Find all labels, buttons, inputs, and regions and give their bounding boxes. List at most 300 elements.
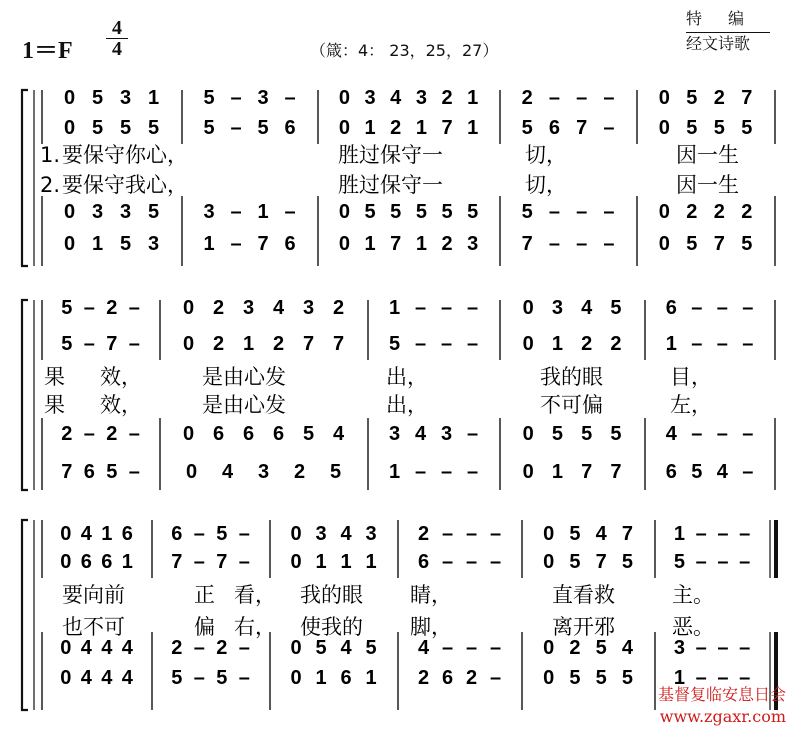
note: 2 bbox=[521, 87, 533, 109]
note: – bbox=[193, 637, 205, 659]
note: 4 bbox=[581, 297, 593, 319]
note: 4 bbox=[101, 667, 113, 689]
note: 1 bbox=[364, 233, 376, 255]
note: 2 bbox=[441, 233, 453, 255]
note: 7 bbox=[216, 551, 228, 573]
note: 1 bbox=[364, 117, 376, 139]
note: 2 bbox=[741, 201, 753, 223]
note: 1 bbox=[673, 667, 685, 689]
note: – bbox=[739, 637, 751, 659]
note: – bbox=[576, 87, 588, 109]
lyric: 离开邪 bbox=[552, 615, 615, 639]
note: – bbox=[284, 201, 296, 223]
note: 2 bbox=[106, 423, 118, 445]
note: 5 bbox=[621, 667, 633, 689]
watermark bbox=[658, 684, 786, 728]
note: 5 bbox=[569, 551, 581, 573]
note: 5 bbox=[581, 423, 593, 445]
note: 0 bbox=[183, 333, 195, 355]
note: – bbox=[467, 297, 479, 319]
note: 4 bbox=[222, 461, 234, 483]
note: – bbox=[441, 333, 453, 355]
lyric: 果 bbox=[44, 365, 65, 389]
note: 0 bbox=[183, 297, 195, 319]
note: 2 bbox=[418, 667, 430, 689]
note: 2 bbox=[333, 297, 345, 319]
note: – bbox=[128, 461, 140, 483]
watermark-line-2: www.zgaxr.com bbox=[659, 707, 786, 726]
lyric: 要向前 bbox=[62, 583, 125, 607]
note: 3 bbox=[120, 201, 132, 223]
note: 2 bbox=[713, 201, 725, 223]
note: 5 bbox=[120, 233, 132, 255]
lyric: 睛， bbox=[410, 583, 452, 607]
note: 5 bbox=[315, 637, 327, 659]
note: 4 bbox=[340, 637, 352, 659]
lyric: 是由心发 bbox=[202, 365, 286, 389]
note: 5 bbox=[92, 117, 104, 139]
key-signature: 1＝F bbox=[22, 38, 73, 64]
note: 0 bbox=[522, 461, 534, 483]
note: – bbox=[415, 297, 427, 319]
note: 6 bbox=[665, 297, 677, 319]
note: 1 bbox=[92, 233, 104, 255]
note: 5 bbox=[686, 233, 698, 255]
note: – bbox=[466, 551, 478, 573]
note: 7 bbox=[303, 333, 315, 355]
note: 3 bbox=[415, 87, 427, 109]
lyric: 2. bbox=[40, 173, 61, 197]
note: 4 bbox=[121, 637, 133, 659]
note: 2 bbox=[686, 201, 698, 223]
note: 7 bbox=[581, 461, 593, 483]
note: 5 bbox=[303, 423, 315, 445]
note: 5 bbox=[148, 201, 160, 223]
note: 5 bbox=[364, 201, 376, 223]
note: 6 bbox=[83, 461, 95, 483]
note: 5 bbox=[203, 117, 215, 139]
note: 1 bbox=[101, 523, 113, 545]
note: 7 bbox=[390, 233, 402, 255]
lyric: 要保守我心， bbox=[62, 173, 188, 197]
note: 3 bbox=[120, 87, 132, 109]
note: – bbox=[695, 667, 707, 689]
lyric: 出， bbox=[386, 365, 428, 389]
note: – bbox=[442, 523, 454, 545]
note: – bbox=[695, 551, 707, 573]
note: 3 bbox=[673, 637, 685, 659]
note: 4 bbox=[80, 667, 92, 689]
note: 0 bbox=[64, 201, 76, 223]
note: – bbox=[716, 423, 728, 445]
note: – bbox=[490, 523, 502, 545]
lyric: 目， bbox=[670, 365, 712, 389]
note: 5 bbox=[216, 523, 228, 545]
note: – bbox=[742, 333, 754, 355]
note: – bbox=[230, 201, 242, 223]
note: 2 bbox=[713, 87, 725, 109]
note: – bbox=[717, 523, 729, 545]
note: 7 bbox=[441, 117, 453, 139]
lyric: 偏 bbox=[194, 615, 215, 639]
note: 7 bbox=[171, 551, 183, 573]
note: 7 bbox=[257, 233, 269, 255]
note: 3 bbox=[315, 523, 327, 545]
note: – bbox=[742, 423, 754, 445]
note: 6 bbox=[121, 523, 133, 545]
note: 1 bbox=[340, 551, 352, 573]
credit-line-1: 特编 bbox=[686, 9, 771, 28]
note: 6 bbox=[284, 233, 296, 255]
note: 0 bbox=[338, 117, 350, 139]
lyric: 因一生 bbox=[676, 173, 739, 197]
note: – bbox=[128, 333, 140, 355]
note: – bbox=[603, 117, 615, 139]
note: – bbox=[716, 333, 728, 355]
note: 5 bbox=[691, 461, 703, 483]
system-bracket bbox=[22, 90, 28, 266]
note: – bbox=[467, 423, 479, 445]
note: – bbox=[603, 233, 615, 255]
note: – bbox=[415, 333, 427, 355]
note: 5 bbox=[621, 551, 633, 573]
note: 5 bbox=[148, 117, 160, 139]
note: 0 bbox=[543, 637, 555, 659]
note: 6 bbox=[171, 523, 183, 545]
note: 0 bbox=[522, 333, 534, 355]
lyric: 右， bbox=[234, 615, 276, 639]
lyric: 是由心发 bbox=[202, 393, 286, 417]
note: 5 bbox=[390, 201, 402, 223]
lyric: 出， bbox=[386, 393, 428, 417]
note: – bbox=[466, 523, 478, 545]
note: 4 bbox=[390, 87, 402, 109]
note: 6 bbox=[442, 667, 454, 689]
note: – bbox=[742, 297, 754, 319]
note: 3 bbox=[148, 233, 160, 255]
note: – bbox=[128, 423, 140, 445]
system-bracket bbox=[22, 300, 28, 490]
note: 6 bbox=[665, 461, 677, 483]
note: – bbox=[230, 87, 242, 109]
note: 6 bbox=[243, 423, 255, 445]
note: 4 bbox=[621, 637, 633, 659]
note: – bbox=[739, 523, 751, 545]
note: 3 bbox=[258, 461, 270, 483]
note: 0 bbox=[290, 551, 302, 573]
note: 0 bbox=[60, 551, 72, 573]
note: 2 bbox=[581, 333, 593, 355]
note: 1 bbox=[243, 333, 255, 355]
note: – bbox=[441, 297, 453, 319]
note: 0 bbox=[290, 637, 302, 659]
note: 4 bbox=[80, 637, 92, 659]
note: 6 bbox=[418, 551, 430, 573]
note: 5 bbox=[171, 667, 183, 689]
note: 0 bbox=[658, 117, 670, 139]
note: 0 bbox=[183, 423, 195, 445]
lyric: 正 bbox=[194, 583, 215, 607]
note: 1 bbox=[365, 551, 377, 573]
note: 0 bbox=[60, 523, 72, 545]
note: – bbox=[739, 551, 751, 573]
note: 5 bbox=[257, 117, 269, 139]
note: 3 bbox=[203, 201, 215, 223]
lyric: 胜过保守一 bbox=[338, 143, 443, 167]
system-bracket bbox=[22, 520, 28, 710]
credit-line-2: 经文诗歌 bbox=[686, 32, 770, 55]
note: 5 bbox=[389, 333, 401, 355]
note: 4 bbox=[101, 637, 113, 659]
note: 1 bbox=[673, 523, 685, 545]
time-signature-bottom: 4 bbox=[112, 38, 122, 60]
lyric: 果 bbox=[44, 393, 65, 417]
note: 1 bbox=[467, 87, 479, 109]
note: 4 bbox=[273, 297, 285, 319]
time-signature-top: 4 bbox=[106, 18, 128, 39]
note: 7 bbox=[621, 523, 633, 545]
lyric: 切， bbox=[525, 143, 567, 167]
note: 0 bbox=[64, 117, 76, 139]
note: 5 bbox=[61, 297, 73, 319]
note: 0 bbox=[338, 233, 350, 255]
note: – bbox=[230, 233, 242, 255]
note: 3 bbox=[467, 233, 479, 255]
note: 5 bbox=[741, 117, 753, 139]
lyric: 切， bbox=[525, 173, 567, 197]
note: 5 bbox=[330, 461, 342, 483]
note: – bbox=[717, 637, 729, 659]
scripture-reference: （箴：4： 23，25，27） bbox=[310, 41, 499, 60]
note: 2 bbox=[273, 333, 285, 355]
note: 5 bbox=[610, 423, 622, 445]
note: 1 bbox=[365, 667, 377, 689]
note: 1 bbox=[467, 117, 479, 139]
note: – bbox=[717, 667, 729, 689]
note: – bbox=[193, 551, 205, 573]
note: 3 bbox=[441, 423, 453, 445]
note: 0 bbox=[338, 87, 350, 109]
note: 2 bbox=[106, 297, 118, 319]
note: 5 bbox=[521, 201, 533, 223]
note: 5 bbox=[521, 117, 533, 139]
note: 5 bbox=[120, 117, 132, 139]
note: 5 bbox=[441, 201, 453, 223]
note: 7 bbox=[333, 333, 345, 355]
note: – bbox=[284, 87, 296, 109]
note: 4 bbox=[333, 423, 345, 445]
note: 4 bbox=[418, 637, 430, 659]
lyric: 主。 bbox=[672, 583, 714, 607]
note: 1 bbox=[121, 551, 133, 573]
note: – bbox=[83, 333, 95, 355]
note: – bbox=[466, 637, 478, 659]
note: 3 bbox=[365, 523, 377, 545]
note: 5 bbox=[686, 87, 698, 109]
note: – bbox=[691, 423, 703, 445]
lyric: 1. bbox=[40, 143, 61, 167]
note: – bbox=[467, 461, 479, 483]
note: 5 bbox=[686, 117, 698, 139]
note: 6 bbox=[101, 551, 113, 573]
note: 2 bbox=[610, 333, 622, 355]
note: 5 bbox=[551, 423, 563, 445]
lyric: 使我的 bbox=[300, 615, 363, 639]
note: 7 bbox=[595, 551, 607, 573]
note: 3 bbox=[243, 297, 255, 319]
note: 0 bbox=[60, 667, 72, 689]
note: 0 bbox=[522, 297, 534, 319]
note: 1 bbox=[257, 201, 269, 223]
note: 7 bbox=[610, 461, 622, 483]
note: – bbox=[83, 423, 95, 445]
note: 2 bbox=[216, 637, 228, 659]
note: – bbox=[691, 297, 703, 319]
lyric: 效， bbox=[100, 365, 142, 389]
note: 7 bbox=[713, 233, 725, 255]
note: – bbox=[695, 637, 707, 659]
note: 4 bbox=[665, 423, 677, 445]
note: 2 bbox=[466, 667, 478, 689]
lyric: 看， bbox=[234, 583, 276, 607]
note: 0 bbox=[658, 87, 670, 109]
note: 6 bbox=[340, 667, 352, 689]
note: – bbox=[238, 667, 250, 689]
note: 3 bbox=[92, 201, 104, 223]
lyric: 左， bbox=[670, 393, 712, 417]
lyric: 脚， bbox=[410, 615, 452, 639]
note: 5 bbox=[610, 297, 622, 319]
note: – bbox=[716, 297, 728, 319]
note: 6 bbox=[548, 117, 560, 139]
note: 5 bbox=[569, 523, 581, 545]
lyric: 也不可 bbox=[62, 615, 125, 639]
note: 1 bbox=[665, 333, 677, 355]
note: – bbox=[441, 461, 453, 483]
note: 5 bbox=[467, 201, 479, 223]
note: – bbox=[576, 201, 588, 223]
system-3 bbox=[22, 520, 776, 710]
note: 0 bbox=[60, 637, 72, 659]
note: 5 bbox=[673, 551, 685, 573]
note: 1 bbox=[148, 87, 160, 109]
note: 2 bbox=[294, 461, 306, 483]
note: 2 bbox=[61, 423, 73, 445]
note: 3 bbox=[364, 87, 376, 109]
lyric: 胜过保守一 bbox=[338, 173, 443, 197]
lyric: 效， bbox=[100, 393, 142, 417]
note: 1 bbox=[551, 461, 563, 483]
lyric: 要保守你心， bbox=[62, 143, 188, 167]
note: 7 bbox=[521, 233, 533, 255]
note: 0 bbox=[338, 201, 350, 223]
note: 5 bbox=[415, 201, 427, 223]
note: 5 bbox=[106, 461, 118, 483]
note: – bbox=[490, 637, 502, 659]
note: 5 bbox=[595, 637, 607, 659]
note: 2 bbox=[441, 87, 453, 109]
note: 5 bbox=[203, 87, 215, 109]
note: 0 bbox=[543, 551, 555, 573]
note: – bbox=[238, 551, 250, 573]
note: – bbox=[548, 87, 560, 109]
note: 4 bbox=[716, 461, 728, 483]
note: – bbox=[695, 523, 707, 545]
note: 0 bbox=[290, 523, 302, 545]
note: 4 bbox=[415, 423, 427, 445]
note: 0 bbox=[543, 667, 555, 689]
note: – bbox=[442, 551, 454, 573]
note: 1 bbox=[389, 461, 401, 483]
note: 7 bbox=[741, 87, 753, 109]
note: 3 bbox=[257, 87, 269, 109]
note: 6 bbox=[80, 551, 92, 573]
note: – bbox=[415, 461, 427, 483]
note: – bbox=[467, 333, 479, 355]
lyric: 直看救 bbox=[552, 583, 615, 607]
note: 4 bbox=[340, 523, 352, 545]
note: 0 bbox=[658, 233, 670, 255]
note: 2 bbox=[171, 637, 183, 659]
note: 1 bbox=[415, 117, 427, 139]
note: 5 bbox=[365, 637, 377, 659]
note: 7 bbox=[61, 461, 73, 483]
note: 4 bbox=[80, 523, 92, 545]
note: 4 bbox=[121, 667, 133, 689]
note: – bbox=[230, 117, 242, 139]
lyric: 我的眼 bbox=[540, 365, 603, 389]
note: 6 bbox=[213, 423, 225, 445]
note: 5 bbox=[595, 667, 607, 689]
note: 1 bbox=[203, 233, 215, 255]
note: – bbox=[442, 637, 454, 659]
note: – bbox=[603, 201, 615, 223]
note: 5 bbox=[569, 667, 581, 689]
note: – bbox=[238, 523, 250, 545]
note: 3 bbox=[389, 423, 401, 445]
lyric: 不可偏 bbox=[540, 393, 603, 417]
watermark-line-1: 基督复临安息日会 bbox=[657, 685, 786, 704]
note: 5 bbox=[741, 233, 753, 255]
lyric: 因一生 bbox=[676, 143, 739, 167]
note: – bbox=[128, 297, 140, 319]
note: – bbox=[193, 523, 205, 545]
note: 2 bbox=[213, 297, 225, 319]
note: 5 bbox=[216, 667, 228, 689]
system-2 bbox=[22, 297, 775, 490]
note: 2 bbox=[213, 333, 225, 355]
note: 1 bbox=[551, 333, 563, 355]
note: – bbox=[238, 637, 250, 659]
note: 7 bbox=[576, 117, 588, 139]
lyric: 恶。 bbox=[672, 615, 714, 639]
note: – bbox=[548, 201, 560, 223]
note: 0 bbox=[543, 523, 555, 545]
note: 6 bbox=[284, 117, 296, 139]
note: 0 bbox=[290, 667, 302, 689]
note: – bbox=[490, 667, 502, 689]
note: – bbox=[691, 333, 703, 355]
note: 6 bbox=[273, 423, 285, 445]
note: – bbox=[739, 667, 751, 689]
note: – bbox=[603, 87, 615, 109]
note: 0 bbox=[186, 461, 198, 483]
note: 0 bbox=[658, 201, 670, 223]
note: – bbox=[193, 667, 205, 689]
note: 0 bbox=[522, 423, 534, 445]
note: 5 bbox=[61, 333, 73, 355]
note: 7 bbox=[106, 333, 118, 355]
